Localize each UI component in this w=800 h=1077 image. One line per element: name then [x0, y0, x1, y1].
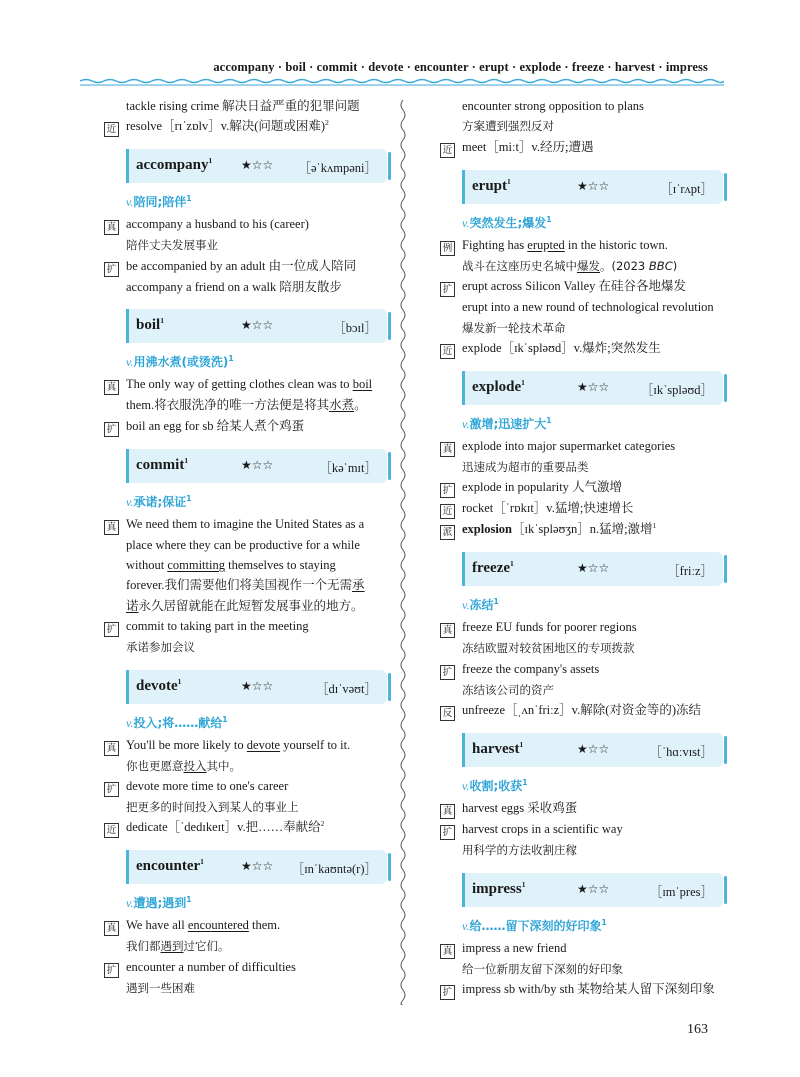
definition: v.突然发生;爆发$^1$	[462, 214, 552, 230]
header-rule	[80, 78, 724, 88]
star-rating: ★☆☆	[241, 457, 274, 472]
star-rating: ★☆☆	[241, 158, 274, 173]
entry-line: tackle rising crime 解决日益严重的犯罪问题	[126, 99, 360, 113]
tag-extend: 扩	[440, 483, 455, 498]
definition: v.用沸水煮(或烫洗)$^1$	[126, 354, 234, 370]
example-translation: 方案遭到强烈反对	[462, 119, 554, 134]
word-box-freeze	[462, 552, 723, 586]
headword: explode$^1$	[472, 378, 525, 396]
tag-real: 真	[104, 380, 119, 395]
tag-extend: 扩	[104, 963, 119, 978]
example-line: erupt into a new round of technological revolution	[462, 300, 714, 315]
phonetic: ［ˈhɑːvɪst］	[649, 745, 713, 760]
entry-line: 近 resolve［rɪˈzɒlv］v.解决(问题或困难)$^2$	[104, 116, 386, 137]
example-line: 扩 be accompanied by an adult 由一位成人陪同	[104, 256, 386, 277]
example-translation: 你也更愿意投入其中。	[126, 758, 241, 773]
example-line: 扩 commit to taking part in the meeting	[104, 616, 386, 637]
phonetic: ［bɔɪl］	[333, 321, 377, 336]
tag-real: 真	[440, 623, 455, 638]
example-translation: 冻结该公司的资产	[462, 682, 554, 697]
example-line: place where they can be productive for a while	[126, 537, 360, 552]
example-line: 例 Fighting has erupted in the historic town.	[440, 235, 722, 256]
example-translation: 战斗在这座历史名城中爆发。(2023 BBC)	[462, 258, 678, 273]
example-translation: 爆发新一轮技术革命	[462, 320, 566, 335]
headword: accompany$^1$	[136, 156, 213, 174]
star-rating: ★☆☆	[241, 678, 274, 693]
example-line: forever.我们需要他们将美国视作一个无需承	[126, 578, 365, 593]
example-line: 近 dedicate［ˈdedɪkeɪt］v.把……奉献给$^2$	[104, 817, 386, 838]
tag-near: 近	[104, 122, 119, 137]
example-line: 扩 explode in popularity 人气激增	[440, 477, 722, 498]
example-translation: 冻结欧盟对较贫困地区的专项拨款	[462, 641, 635, 656]
tag-near: 近	[440, 504, 455, 519]
example-line: 真 harvest eggs 采收鸡蛋	[440, 798, 722, 819]
star-rating: ★☆☆	[577, 881, 610, 896]
example-line: 派 explosion［ɪkˈspləʊʒn］n.猛增;激增$^1$	[440, 519, 722, 540]
example-line: 真 explode into major supermarket categories	[440, 436, 722, 457]
phonetic: ［ɪkˈspləʊd］	[640, 383, 713, 398]
headword: boil$^1$	[136, 316, 164, 334]
star-rating: ★☆☆	[577, 380, 610, 395]
tag-near: 近	[440, 143, 455, 158]
tag-real: 真	[440, 944, 455, 959]
word-box-explode	[462, 371, 723, 405]
example-line: 近 rocket［ˈrɒkɪt］v.猛增;快速增长	[440, 498, 722, 519]
example-line: 近 explode［ɪkˈspləʊd］v.爆炸;突然发生	[440, 338, 722, 359]
phonetic: ［dɪˈvəʊt］	[315, 681, 377, 696]
example-line: 真 accompany a husband to his (career)	[104, 214, 386, 235]
example-line: 真 The only way of getting clothes clean was to boil	[104, 374, 386, 395]
tag-real: 真	[104, 741, 119, 756]
definition: v.陪同;陪伴$^1$	[126, 194, 192, 210]
star-rating: ★☆☆	[241, 859, 274, 874]
tag-extend: 扩	[104, 422, 119, 437]
headword: commit$^1$	[136, 455, 189, 473]
headword: impress$^1$	[472, 879, 526, 897]
tag-extend: 扩	[104, 622, 119, 637]
star-rating: ★☆☆	[577, 561, 610, 576]
definition: v.激增;迅速扩大$^1$	[462, 416, 552, 432]
tag-real: 真	[440, 442, 455, 457]
word-box-erupt	[462, 170, 723, 204]
headword: harvest$^1$	[472, 740, 524, 758]
word-box-harvest	[462, 733, 723, 767]
example-translation: 遇到一些困难	[126, 980, 195, 995]
phonetic: ［ɪmˈpres］	[649, 884, 713, 899]
example-translation: 陪伴丈夫发展事业	[126, 238, 218, 253]
definition: v.遭遇;遇到$^1$	[126, 895, 192, 911]
tag-real: 真	[104, 220, 119, 235]
example-line: without committing themselves to staying	[126, 558, 336, 573]
tag-derived: 派	[440, 525, 455, 540]
tag-extend: 扩	[440, 665, 455, 680]
word-box-encounter	[126, 850, 387, 884]
tag-extend: 扩	[440, 985, 455, 1000]
star-rating: ★☆☆	[577, 178, 610, 193]
example-line: 真 We need them to imagine the United States as a	[104, 514, 386, 535]
example-translation: 迅速成为超市的重要品类	[462, 460, 589, 475]
definition: v.给……留下深刻的好印象$^1$	[462, 917, 607, 933]
tag-real: 真	[440, 804, 455, 819]
definition: v.投入;将……献给$^1$	[126, 714, 228, 730]
word-box-boil	[126, 309, 387, 343]
example-line: 反 unfreeze［ˌʌnˈfriːz］v.解除(对资金等的)冻结	[440, 700, 722, 721]
phonetic: ［ɪˈrʌpt］	[660, 181, 713, 196]
tag-extend: 扩	[104, 262, 119, 277]
entry-line: 近 meet［miːt］v.经历;遭遇	[440, 137, 722, 158]
example-line: 扩 devote more time to one's career	[104, 776, 386, 797]
word-box-impress	[462, 873, 723, 907]
example-translation: 承诺参加会议	[126, 640, 195, 655]
tag-example: 例	[440, 241, 455, 256]
example-line: 扩 freeze the company's assets	[440, 659, 722, 680]
word-box-devote	[126, 670, 387, 704]
headword: devote$^1$	[136, 676, 182, 694]
word-box-commit	[126, 449, 387, 483]
column-divider	[398, 100, 408, 1005]
tag-real: 真	[104, 520, 119, 535]
example-line: 真 freeze EU funds for poorer regions	[440, 617, 722, 638]
definition: v.冻结$^1$	[462, 597, 499, 613]
phonetic: ［əˈkʌmpəni］	[298, 161, 377, 176]
example-translation: 用科学的方法收割庄稼	[462, 843, 577, 858]
star-rating: ★☆☆	[241, 318, 274, 333]
word-box-accompany	[126, 149, 387, 183]
tag-near: 近	[104, 823, 119, 838]
example-translation: 我们都遇到过它们。	[126, 939, 230, 954]
headword: freeze$^1$	[472, 559, 514, 577]
example-line: accompany a friend on a walk 陪朋友散步	[126, 279, 342, 294]
page-number: 163	[687, 1022, 708, 1037]
example-line: 扩 impress sb with/by sth 某物给某人留下深刻印象	[440, 979, 722, 1000]
headword: erupt$^1$	[472, 176, 511, 194]
definition: v.收割;收获$^1$	[462, 778, 528, 794]
entry-line: encounter strong opposition to plans	[462, 99, 644, 113]
tag-real: 真	[104, 921, 119, 936]
definition: v.承诺;保证$^1$	[126, 493, 192, 509]
example-line: 真 You'll be more likely to devote yourself to it.	[104, 735, 386, 756]
example-translation: 给一位新朋友留下深刻的好印象	[462, 961, 623, 976]
example-line: 扩 boil an egg for sb 给某人煮个鸡蛋	[104, 416, 386, 437]
phonetic: ［kəˈmɪt］	[319, 460, 377, 475]
example-line: them.将衣服洗净的唯一方法便是将其水煮。	[126, 398, 367, 413]
right-column	[440, 96, 722, 1000]
header-title: accompany · boil · commit · devote · encounter · erupt · explode · freeze · harvest · impress	[213, 60, 708, 74]
tag-extend: 扩	[104, 782, 119, 797]
tag-extend: 扩	[440, 825, 455, 840]
example-line: 真 We have all encountered them.	[104, 915, 386, 936]
example-line: 扩 encounter a number of difficulties	[104, 957, 386, 978]
phonetic: ［ɪnˈkaʊntə(r)］	[291, 862, 377, 877]
headword: encounter$^1$	[136, 857, 204, 875]
example-line: 扩 harvest crops in a scientific way	[440, 819, 722, 840]
tag-near: 近	[440, 344, 455, 359]
star-rating: ★☆☆	[577, 742, 610, 757]
left-column	[104, 96, 386, 998]
tag-extend: 扩	[440, 282, 455, 297]
phonetic: ［friːz］	[667, 564, 713, 579]
tag-antonym: 反	[440, 706, 455, 721]
example-line: 诺永久居留就能在此短暂发展事业的地方。	[126, 598, 364, 613]
example-translation: 把更多的时间投入到某人的事业上	[126, 800, 299, 815]
example-line: 真 impress a new friend	[440, 938, 722, 959]
example-line: 扩 erupt across Silicon Valley 在硅谷各地爆发	[440, 276, 722, 297]
